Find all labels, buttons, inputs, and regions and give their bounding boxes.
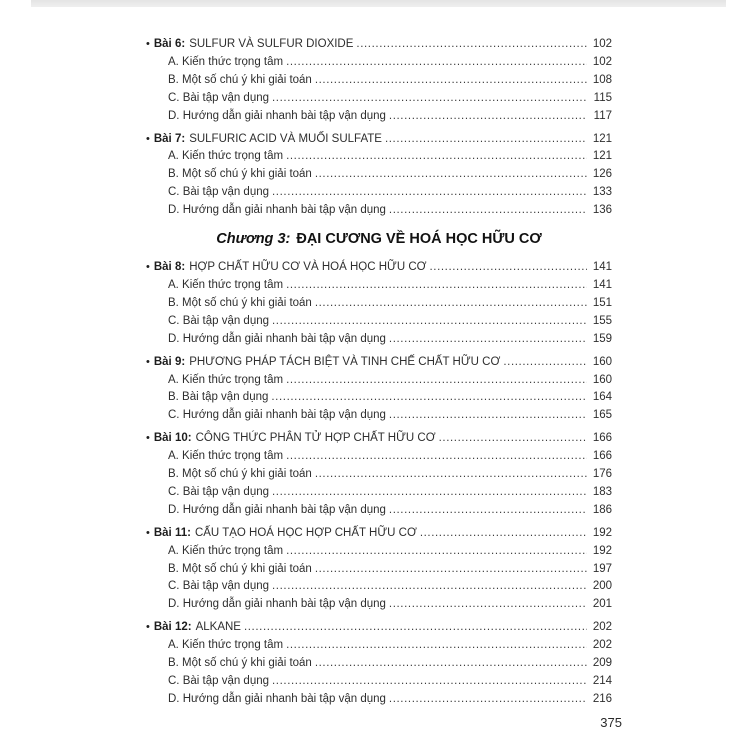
dot-leader [315,166,587,184]
toc-sub-entry [146,72,612,90]
lesson-page-number: 141 [592,261,612,274]
sub-entry-page-number: 155 [592,314,612,327]
sub-entry-label: D. Hướng dẫn giải nhanh bài tập vận dụng [168,503,386,516]
toc-lesson-entry [146,131,612,149]
toc-lesson-entry [146,430,612,448]
dot-leader [272,578,587,596]
sub-entry-label: D. Hướng dẫn giải nhanh bài tập vận dụng [168,692,386,705]
sub-entry-label: C. Bài tập vận dụng [168,675,270,687]
dot-leader [272,184,587,202]
dot-leader [286,448,587,466]
dot-leader [272,673,587,691]
dot-leader [389,502,587,520]
dot-leader [439,430,587,448]
bullet-icon: • [146,38,150,50]
toc-sub-entry [146,184,612,202]
toc-sub-entry [146,484,612,502]
sub-entry-label: C. Bài tập vận dụng [168,91,270,104]
toc-sub-entry [146,372,612,390]
sub-entry-page-number: 202 [592,639,612,652]
toc-sub-entry [146,673,612,691]
toc-lesson [146,259,612,349]
lesson-page-number: 102 [592,38,612,50]
lesson-label: Bài 6: [153,38,186,50]
sub-entry-page-number: 216 [592,692,612,705]
dot-leader [315,561,587,579]
dot-leader [244,619,587,637]
toc-sub-entry [146,691,612,709]
bullet-icon: • [146,355,150,368]
toc-lesson [146,525,612,615]
dot-leader [315,466,587,484]
bullet-icon: • [146,132,150,145]
sub-entry-page-number: 159 [592,332,612,345]
toc-sub-entry [146,502,612,520]
dot-leader [286,637,587,655]
dot-leader [315,655,587,673]
lesson-label: Bài 10: [153,432,192,445]
lesson-label: Bài 8: [153,261,186,274]
dot-leader [286,54,587,72]
toc-lesson [146,36,612,126]
dot-leader [420,525,587,543]
toc-lesson-entry [146,354,612,372]
toc-sub-entry [146,655,612,673]
toc-sub-entry [146,108,612,126]
dot-leader [503,354,587,372]
toc-lesson-entry [146,36,612,54]
sub-entry-page-number: 151 [592,296,612,309]
sub-entry-label: A. Kiến thức trọng tâm [168,639,284,652]
lesson-title: HỢP CHẤT HỮU CƠ VÀ HOÁ HỌC HỮU CƠ [189,261,427,274]
dot-leader [389,691,587,709]
dot-leader [271,389,587,407]
sub-entry-page-number: 115 [593,91,612,104]
dot-leader [429,259,587,277]
sub-entry-page-number: 165 [592,409,612,422]
toc-sub-entry [146,637,612,655]
bullet-icon: • [146,621,150,634]
sub-entry-page-number: 192 [592,544,612,557]
lesson-page-number: 166 [592,432,612,445]
sub-entry-label: B. Một số chú ý khi giải toán [168,168,312,181]
dot-leader [389,108,587,126]
toc-lesson-entry [146,259,612,277]
lesson-title: PHƯƠNG PHÁP TÁCH BIỆT VÀ TINH CHẾ CHẤT HỮU CƠ [189,355,501,368]
sub-entry-label: B. Một số chú ý khi giải toán [168,562,312,575]
lesson-page-number: 202 [592,621,612,634]
dot-leader [286,543,587,561]
lesson-label: Bài 9: [153,355,186,368]
toc-sub-entry [146,389,612,407]
dot-leader [315,295,587,313]
sub-entry-page-number: 186 [592,503,612,516]
sub-entry-label: A. Kiến thức trọng tâm [168,450,284,463]
dot-leader [272,90,587,108]
sub-entry-page-number: 117 [593,109,612,122]
sub-entry-page-number: 108 [592,73,612,86]
sub-entry-label: C. Bài tập vận dụng [168,485,270,498]
sub-entry-label: D. Hướng dẫn giải nhanh bài tập vận dụng [168,332,386,345]
sub-entry-page-number: 176 [592,468,612,481]
toc-sub-entry [146,331,612,349]
toc-sub-entry [146,148,612,166]
sub-entry-page-number: 166 [592,450,612,463]
lesson-title: CÔNG THỨC PHÂN TỬ HỢP CHẤT HỮU CƠ [195,432,436,445]
lesson-title: SULFURIC ACID VÀ MUỐI SULFATE [189,132,382,145]
sub-entry-page-number: 164 [592,391,612,404]
sub-entry-label: A. Kiến thức trọng tâm [168,150,284,163]
sub-entry-label: D. Hướng dẫn giải nhanh bài tập vận dụng [168,598,386,611]
sub-entry-label: D. Hướng dẫn giải nhanh bài tập vận dụng [168,109,386,122]
toc-lesson-entry [146,525,612,543]
toc-lesson-entry [146,619,612,637]
toc-sub-entry [146,202,612,220]
page-top-edge [31,0,726,7]
sub-entry-page-number: 133 [592,186,612,199]
sub-entry-page-number: 102 [592,55,612,68]
sub-entry-page-number: 201 [592,598,612,611]
sub-entry-page-number: 183 [592,485,612,498]
toc-sub-entry [146,543,612,561]
sub-entry-label: B. Một số chú ý khi giải toán [168,296,312,309]
sub-entry-label: A. Kiến thức trọng tâm [168,373,284,386]
sub-entry-page-number: 209 [592,657,612,670]
toc-sub-entry [146,54,612,72]
sub-entry-page-number: 214 [592,675,612,687]
sub-entry-label: C. Bài tập vận dụng [168,186,270,199]
dot-leader [286,148,587,166]
toc-sub-entry [146,295,612,313]
lesson-page-number: 160 [592,355,612,368]
dot-leader [385,131,587,149]
toc-sub-entry [146,578,612,596]
toc-sub-entry [146,407,612,425]
dot-leader [315,72,587,90]
toc-sub-entry [146,277,612,295]
sub-entry-page-number: 200 [592,580,612,593]
toc-sub-entry [146,166,612,184]
dot-leader [286,372,587,390]
sub-entry-page-number: 121 [592,150,612,163]
dot-leader [389,596,587,614]
dot-leader [389,407,587,425]
toc-lesson [146,619,612,709]
toc-lesson [146,354,612,426]
bullet-icon: • [146,526,150,539]
lesson-page-number: 121 [592,132,612,145]
sub-entry-page-number: 126 [592,168,612,181]
dot-leader [286,277,587,295]
chapter-heading [146,229,612,249]
lesson-label: Bài 12: [153,621,192,634]
sub-entry-page-number: 141 [592,278,612,291]
bullet-icon: • [146,261,150,274]
lesson-title: ALKANE [195,621,241,634]
sub-entry-label: C. Bài tập vận dụng [168,580,270,593]
toc-lesson [146,131,612,221]
toc-sub-entry [146,448,612,466]
sub-entry-label: A. Kiến thức trọng tâm [168,278,284,291]
sub-entry-page-number: 160 [592,373,612,386]
table-of-contents [146,36,612,709]
toc-sub-entry [146,561,612,579]
lesson-title: SULFUR VÀ SULFUR DIOXIDE [189,38,354,50]
sub-entry-label: B. Một số chú ý khi giải toán [168,73,312,86]
sub-entry-label: A. Kiến thức trọng tâm [168,544,284,557]
lesson-page-number: 192 [592,526,612,539]
dot-leader [389,202,587,220]
page-number: 375 [600,715,622,730]
lesson-label: Bài 11: [153,526,191,539]
toc-sub-entry [146,596,612,614]
toc-lesson [146,430,612,520]
dot-leader [272,484,587,502]
sub-entry-label: A. Kiến thức trọng tâm [168,55,284,68]
sub-entry-label: C. Bài tập vận dụng [168,314,270,327]
sub-entry-label: C. Hướng dẫn giải nhanh bài tập vận dụng [168,409,386,422]
sub-entry-label: B. Một số chú ý khi giải toán [168,657,312,670]
toc-sub-entry [146,466,612,484]
lesson-title: CẤU TẠO HOÁ HỌC HỢP CHẤT HỮU CƠ [194,526,417,539]
sub-entry-page-number: 136 [592,204,612,217]
dot-leader [389,331,587,349]
lesson-label: Bài 7: [153,132,186,145]
dot-leader [272,313,587,331]
chapter-heading-title: ĐẠI CƯƠNG VỀ HOÁ HỌC HỮU CƠ [296,231,542,248]
sub-entry-label: B. Bài tập vận dụng [168,391,269,404]
toc-sub-entry [146,313,612,331]
sub-entry-page-number: 197 [592,562,612,575]
toc-sub-entry [146,90,612,108]
chapter-heading-prefix: Chương 3: [216,231,291,248]
sub-entry-label: D. Hướng dẫn giải nhanh bài tập vận dụng [168,204,386,217]
bullet-icon: • [146,432,150,445]
sub-entry-label: B. Một số chú ý khi giải toán [168,468,312,481]
dot-leader [356,36,587,54]
